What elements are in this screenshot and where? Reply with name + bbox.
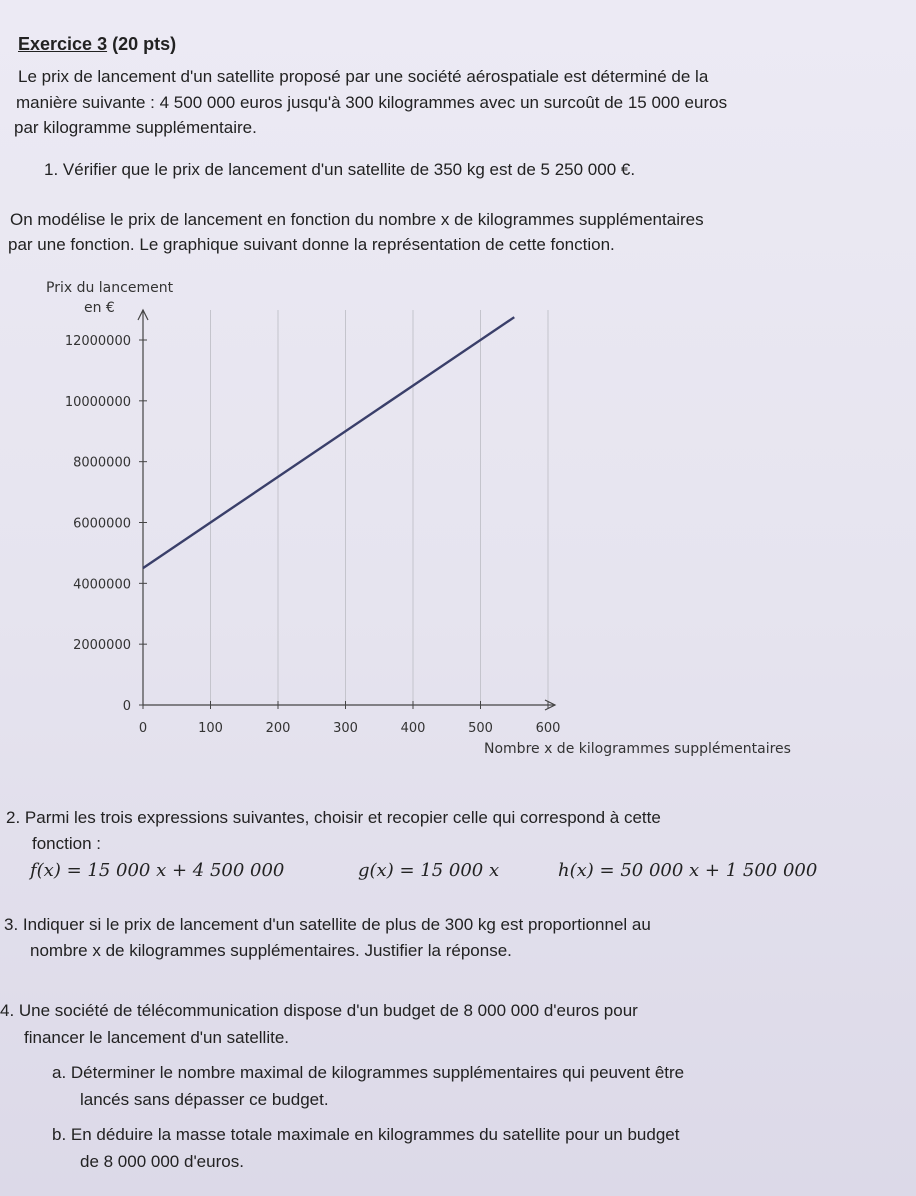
model-line-2: par une fonction. Le graphique suivant donne la représentation de cette fonction.	[8, 235, 615, 254]
question-2-line-1: 2. Parmi les trois expressions suivantes, choisir et recopier celle qui correspond à cette	[6, 808, 661, 827]
y-axis-label-line1: Prix du lancement	[46, 280, 174, 296]
exercise-number: Exercice 3	[18, 34, 108, 54]
question-2-line-2: fonction :	[32, 834, 101, 853]
price-chart	[0, 270, 916, 780]
x-tick-label: 0	[138, 721, 148, 736]
question-4-line-1: 4. Une société de télécommunication dispose d'un budget de 8 000 000 d'euros pour	[0, 1001, 638, 1020]
exercise-points: (20 pts)	[107, 34, 177, 54]
question-4b-line-2: de 8 000 000 d'euros.	[80, 1152, 244, 1171]
y-tick-label: 0	[122, 699, 131, 714]
y-tick-label: 10000000	[64, 394, 131, 410]
x-axis-ticks	[139, 701, 561, 736]
x-axis-label: Nombre x de kilogrammes supplémentaires	[484, 741, 791, 757]
question-3-line-1: 3. Indiquer si le prix de lancement d'un satellite de plus de 300 kg est proportionnel au	[4, 915, 651, 934]
question-4a-line-2: lancés sans dépasser ce budget.	[80, 1090, 329, 1109]
expression-f: f(x) = 15 000 x + 4 500 000	[30, 860, 285, 881]
y-tick-label: 4000000	[73, 577, 131, 593]
model-line-1: On modélise le prix de lancement en fonction du nombre x de kilogrammes supplémentaires	[10, 210, 704, 229]
intro-line-1: Le prix de lancement d'un satellite proposé par une société aérospatiale est déterminé de la	[18, 67, 709, 86]
x-tick-label: 300	[333, 721, 358, 736]
question-3-line-2: nombre x de kilogrammes supplémentaires. Justifier la réponse.	[30, 941, 512, 960]
intro-line-2: manière suivante : 4 500 000 euros jusqu'à 300 kilogrammes avec un surcoût de 15 000 euros	[16, 93, 728, 112]
question-1: 1. Vérifier que le prix de lancement d'un satellite de 350 kg est de 5 250 000 €.	[44, 160, 636, 179]
chart-axes	[138, 310, 555, 710]
price-line	[143, 317, 514, 568]
x-tick-label: 500	[468, 721, 493, 736]
question-4b-line-1: b. En déduire la masse totale maximale en kilogrammes du satellite pour un budget	[52, 1125, 680, 1144]
expression-h: h(x) = 50 000 x + 1 500 000	[558, 860, 818, 881]
x-tick-label: 100	[198, 721, 223, 736]
expression-g: g(x) = 15 000 x	[358, 860, 500, 881]
chart-grid	[211, 310, 549, 705]
x-tick-label: 400	[400, 721, 426, 736]
y-tick-label: 2000000	[73, 638, 131, 654]
question-4a-line-1: a. Déterminer le nombre maximal de kilogrammes supplémentaires qui peuvent être	[52, 1063, 685, 1082]
x-tick-label: 600	[535, 721, 561, 736]
question-4-line-2: financer le lancement d'un satellite.	[24, 1028, 290, 1047]
y-tick-label: 8000000	[73, 455, 131, 471]
y-tick-label: 12000000	[64, 334, 131, 349]
y-axis-ticks	[65, 334, 147, 714]
y-tick-label: 6000000	[73, 516, 131, 532]
chart-series	[143, 317, 514, 568]
exercise-title	[18, 34, 176, 55]
x-tick-label: 200	[265, 721, 291, 736]
y-axis-label-line2: en €	[84, 300, 115, 316]
intro-line-3: par kilogramme supplémentaire.	[14, 118, 257, 137]
